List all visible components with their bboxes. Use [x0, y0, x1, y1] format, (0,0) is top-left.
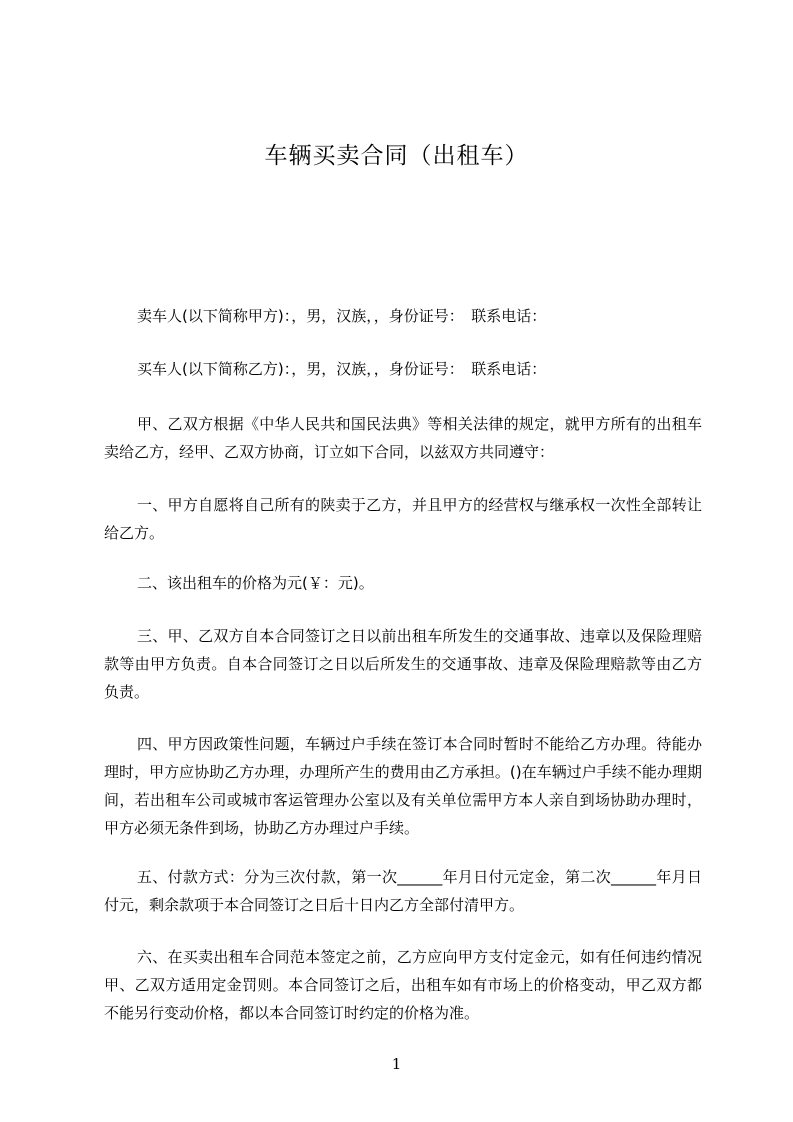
buyer-info-paragraph: 买车人(以下简称乙方)：，男，汉族，，身份证号： 联系电话：: [137, 360, 547, 378]
clause-4-paragraph: 四、甲方因政策性问题，车辆过户手续在签订本合同时暂时不能给乙方办理。待能办理时，甲方应协助乙方办理，办理所产生的费用由乙方承担。()在车辆过户手续不能办理期间，若出租车公司或城市客运管理办公室以及有关单位需甲方本人亲自到场协助办理时，甲方必须无条件到场，协助乙方办理过户手续。: [104, 735, 702, 837]
clause-1-paragraph: 一、甲方自愿将自己所有的陕卖于乙方，并且甲方的经营权与继承权一次性全部转让给乙方。: [104, 496, 702, 542]
page-number: 1: [391, 1055, 402, 1073]
clause-5-paragraph: 五、付款方式：分为三次付款，第一次______年月日付元定金，第二次______年月日付元，剩余款项于本合同签订之日后十日内乙方全部付清甲方。: [104, 868, 702, 914]
preamble-paragraph: 甲、乙双方根据《中华人民共和国民法典》等相关法律的规定，就甲方所有的出租车卖给乙方，经甲、乙双方协商，订立如下合同，以兹双方共同遵守：: [104, 415, 702, 461]
clause-2-paragraph: 二、该出租车的价格为元(￥：元)。: [137, 574, 374, 592]
clause-6-paragraph: 六、在买卖出租车合同范本签定之前，乙方应向甲方支付定金元，如有任何违约情况甲、乙双方适用定金罚则。本合同签订之后，出租车如有市场上的价格变动，甲乙双方都不能另行变动价格，都以本合同签订时约定的价格为准。: [104, 948, 702, 1022]
document-title: 车辆买卖合同（出租车）: [264, 143, 529, 169]
seller-info-paragraph: 卖车人(以下简称甲方)：，男，汉族，，身份证号： 联系电话：: [137, 307, 547, 325]
clause-3-paragraph: 三、甲、乙双方自本合同签订之日以前出租车所发生的交通事故、违章以及保险理赔款等由甲方负责。自本合同签订之日以后所发生的交通事故、违章及保险理赔款等由乙方负责。: [104, 627, 702, 701]
